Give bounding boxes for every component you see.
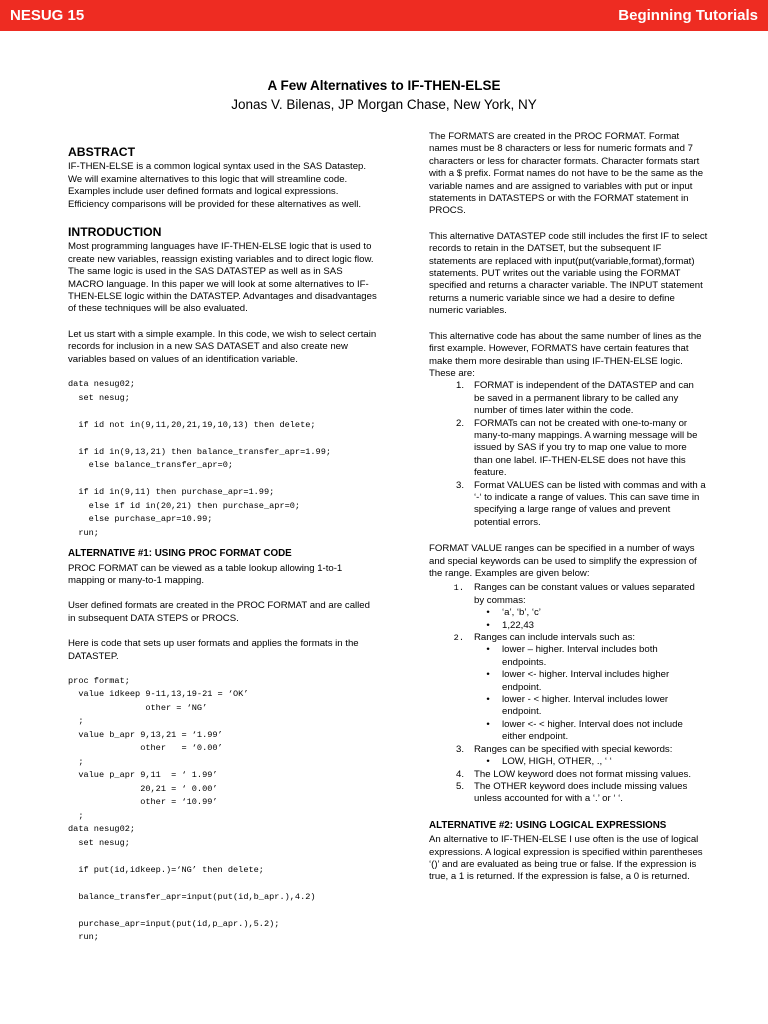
bullet-icon: •: [486, 669, 490, 681]
intro-heading: INTRODUCTION: [68, 225, 162, 240]
bullet-icon: •: [486, 644, 490, 656]
left-column: [68, 146, 380, 945]
bullet-item: [474, 620, 709, 632]
bullet-text: lower <- higher. Interval includes higher endpoint.: [502, 669, 670, 693]
bullet-list: [474, 607, 709, 632]
paper-title: A Few Alternatives to IF-THEN-ELSE: [267, 78, 501, 93]
bullet-text: LOW, HIGH, OTHER, ., ‘ ‘: [502, 756, 612, 768]
bullet-text: lower - < higher. Interval includes lower endpoint.: [502, 694, 669, 718]
datastep-paragraph: This alternative DATASTEP code still includes the first IF to select records to retain in the DATSET, but the subsequent IF statements are replaced with input(put(variable,format),format) statements. PUT writes out the variable using the FORMAT specified and returns a character variable. The INPUT statement returns a numeric variable since we had a desire to define numeric variables.: [429, 230, 708, 317]
list-number: 3.: [455, 743, 464, 755]
bullet-text: lower <- < higher. Interval does not include either endpoint.: [502, 718, 683, 743]
bullet-list: [474, 756, 709, 768]
alt1-paragraph-3: Here is code that sets up user formats and applies the formats in the DATASTEP.: [68, 638, 359, 662]
list-item: [429, 632, 709, 744]
list-number: 3.: [455, 479, 464, 491]
alt1-paragraph-1: PROC FORMAT can be viewed as a table lookup allowing 1-to-1 mapping or many-to-1 mapping.: [68, 562, 343, 586]
bullet-list: [474, 644, 709, 743]
ranges-list: [429, 582, 709, 805]
list-text: Ranges can be specified with special kewords:: [474, 743, 673, 755]
list-text: The OTHER keyword does include missing values unless accounted for with a ‘.’ or ‘ ‘.: [474, 780, 688, 805]
alt1-heading: ALTERNATIVE #1: USING PROC FORMAT CODE: [68, 548, 292, 560]
bullet-item: [474, 669, 709, 694]
section-name: Beginning Tutorials: [618, 7, 758, 24]
list-text: Format VALUES can be listed with commas and with a ‘-‘ to indicate a range of values. This can save time in specifying a large range of values and prevent potential errors.: [474, 479, 706, 528]
right-column: [429, 131, 709, 884]
list-number: 2.: [455, 417, 464, 429]
list-number: 1.: [455, 380, 464, 392]
intro-paragraph-1: Most programming languages have IF-THEN-ELSE logic that is used to create new variables, reassign existing variables and to direct logic flow. The same logic is used in the SAS DATASTEP as well as in SAS MACRO language. In this paper we will look at some alternatives to IF-THEN-ELSE logic within the DATASTEP. Advantages and disadvantages of these techniques will be also evaluated.: [68, 241, 377, 315]
list-item: [429, 582, 709, 632]
list-item: [429, 781, 709, 806]
bullet-item: [474, 756, 709, 768]
intro-paragraph-2: Let us start with a simple example. In this code, we wish to select certain records for inclusion in a new SAS DATASET and also create new variables based on values of an identification variable.: [68, 328, 377, 365]
bullet-text: 1,22,43: [502, 619, 535, 631]
alt2-paragraph: An alternative to IF-THEN-ELSE I use often is the use of logical expressions. A logical expression is specified within parentheses ‘()’ and are evaluated as being true or false. If the expression is true, a 1 is returned. If the expression is false, a 0 is returned.: [429, 834, 703, 883]
bullet-icon: •: [486, 619, 490, 631]
list-number: 1.: [453, 583, 464, 594]
list-item: [429, 769, 709, 781]
list-text: Ranges can be constant values or values separated by commas:: [474, 582, 695, 606]
code-block-format: proc format; value idkeep 9-11,13,19-21 = ‘OK’ other = ‘NG’ ; value b_apr 9,13,21 = ‘1.99’ other = ‘0.00’ ; value p_apr 9,11 = ‘ 1.99’ 20,21 = ‘ 0.00’ other = ‘10.99’ ; data nesug02; set nesug; if put(id,idkeep.)=‘NG’ then delete; balance_transfer_apr=input(put(id,b_apr.),4.2) purchase_apr=input(put(id,p_apr.),5.2); run;: [68, 675, 316, 943]
list-text: The LOW keyword does not format missing values.: [474, 768, 692, 780]
bullet-text: lower – higher. Interval includes both endpoints.: [502, 644, 658, 668]
features-list: [429, 380, 709, 529]
ranges-paragraph: FORMAT VALUE ranges can be specified in a number of ways and special keywords can be used to simplify the expression of the range. Examples are given below:: [429, 543, 697, 579]
list-text: Ranges can include intervals such as:: [474, 632, 636, 644]
bullet-item: [474, 644, 709, 669]
list-number: 4.: [455, 768, 464, 780]
title-block: [0, 76, 768, 112]
list-text: FORMATs can not be created with one-to-many or many-to-many mappings. A warning message will be issued by SAS if you try to map one value to more than one label. IF-THEN-ELSE does not have this feature.: [474, 417, 698, 479]
list-text: FORMAT is independent of the DATASTEP and can be saved in a permanent library to be called any number of times later within the code.: [474, 380, 694, 417]
bullet-item: [474, 719, 709, 744]
list-number: 2.: [453, 633, 464, 644]
bullet-item: [474, 607, 709, 619]
conference-name: NESUG 15: [10, 7, 85, 24]
code-block-ifthen: data nesug02; set nesug; if id not in(9,11,20,21,19,10,13) then delete; if id in(9,13,21) then balance_transfer_apr=1.99; else balance_transfer_apr=0; if id in(9,11) then purchase_apr=1.99; else if id in(20,21) then purchase_apr=0; else purchase_apr=10.99; run;: [68, 379, 332, 538]
abstract-text: IF-THEN-ELSE is a common logical syntax used in the SAS Datastep. We will examine alternatives to this logic that will streamline code. Examples include user defined formats and logical expressions. Efficiency comparisons will be provided for these alternatives as well.: [68, 161, 367, 210]
list-item: [429, 418, 709, 480]
list-item: [429, 480, 709, 530]
abstract-heading: ABSTRACT: [68, 145, 136, 159]
bullet-icon: •: [486, 607, 490, 619]
bullet-text: ‘a’, ‘b’, ‘c’: [502, 607, 541, 619]
formats-paragraph: The FORMATS are created in the PROC FORMAT. Format names must be 8 characters or less for numeric formats and 7 characters or less for character formats. Character formats start with a $ prefix. Format names do not have to be the same as the variable names and are assigned to variables with put or input statements in DATASTEPS or with the FORMAT statement in PROCS.: [429, 131, 704, 217]
paper-authors: Jonas V. Bilenas, JP Morgan Chase, New York, NY: [231, 97, 537, 112]
list-number: 5.: [455, 780, 464, 792]
bullet-item: [474, 694, 709, 719]
header-banner: [0, 0, 768, 31]
bullet-icon: •: [486, 756, 490, 768]
alt2-heading: ALTERNATIVE #2: USING LOGICAL EXPRESSIONS: [429, 819, 667, 831]
list-item: [429, 744, 709, 769]
list-item: [429, 380, 709, 417]
bullet-icon: •: [486, 718, 490, 730]
features-paragraph: This alternative code has about the same number of lines as the first example. However, FORMATS have certain features that make them more desirable than using IF-THEN-ELSE logic. These are:: [429, 330, 702, 379]
alt1-paragraph-2: User defined formats are created in the PROC FORMAT and are called in subsequent DATA STEPS or PROCS.: [68, 600, 370, 624]
bullet-icon: •: [486, 694, 490, 706]
